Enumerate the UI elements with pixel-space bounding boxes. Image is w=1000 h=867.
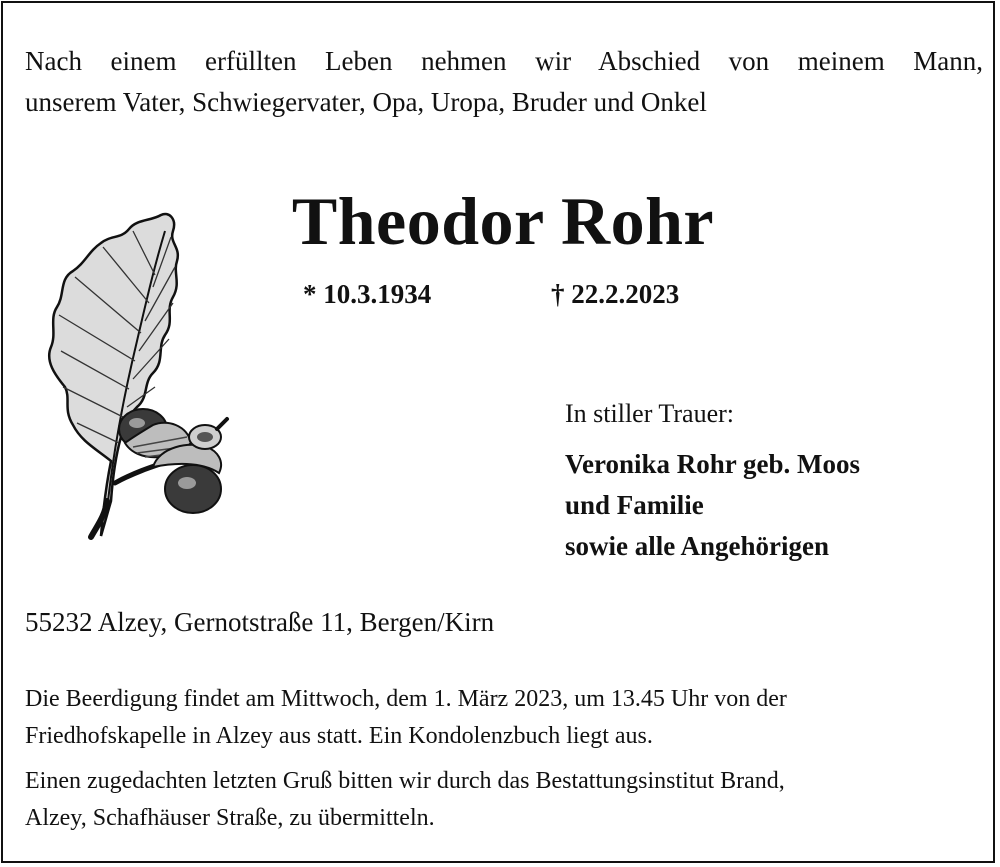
greeting-line-2: Alzey, Schafhäuser Straße, zu übermitteln. <box>25 805 435 831</box>
mourner-line: Veronika Rohr geb. Moos <box>565 449 861 479</box>
funeral-info <box>25 681 985 755</box>
obituary-notice <box>1 1 995 863</box>
deceased-name: Theodor Rohr <box>291 183 715 259</box>
funeral-line-2: Friedhofskapelle in Alzey aus statt. Ein Kondolenzbuch liegt aus. <box>25 723 653 749</box>
intro-line-2: unserem Vater, Schwiegervater, Opa, Uropa, Bruder und Onkel <box>25 87 707 117</box>
mourner-line: sowie alle Angehörigen <box>565 531 829 561</box>
address: 55232 Alzey, Gernotstraße 11, Bergen/Kirn <box>25 607 495 637</box>
birth-date: * 10.3.1934 <box>303 279 432 309</box>
intro-line-1: Nach einem erfüllten Leben nehmen wir Abschied von meinem Mann, <box>25 46 983 76</box>
mourners-list <box>565 444 860 567</box>
funeral-line-1: Die Beerdigung findet am Mittwoch, dem 1. März 2023, um 13.45 Uhr von der <box>25 686 787 712</box>
mourner-line: und Familie <box>565 490 704 520</box>
greeting-line-1: Einen zugedachten letzten Gruß bitten wir durch das Bestattungsinstitut Brand, <box>25 768 785 794</box>
intro-text <box>25 41 983 123</box>
oak-leaf-acorn-icon <box>41 211 231 546</box>
mourning-heading: In stiller Trauer: <box>565 399 734 428</box>
greeting-info <box>25 763 985 837</box>
death-date: † 22.2.2023 <box>551 279 680 309</box>
